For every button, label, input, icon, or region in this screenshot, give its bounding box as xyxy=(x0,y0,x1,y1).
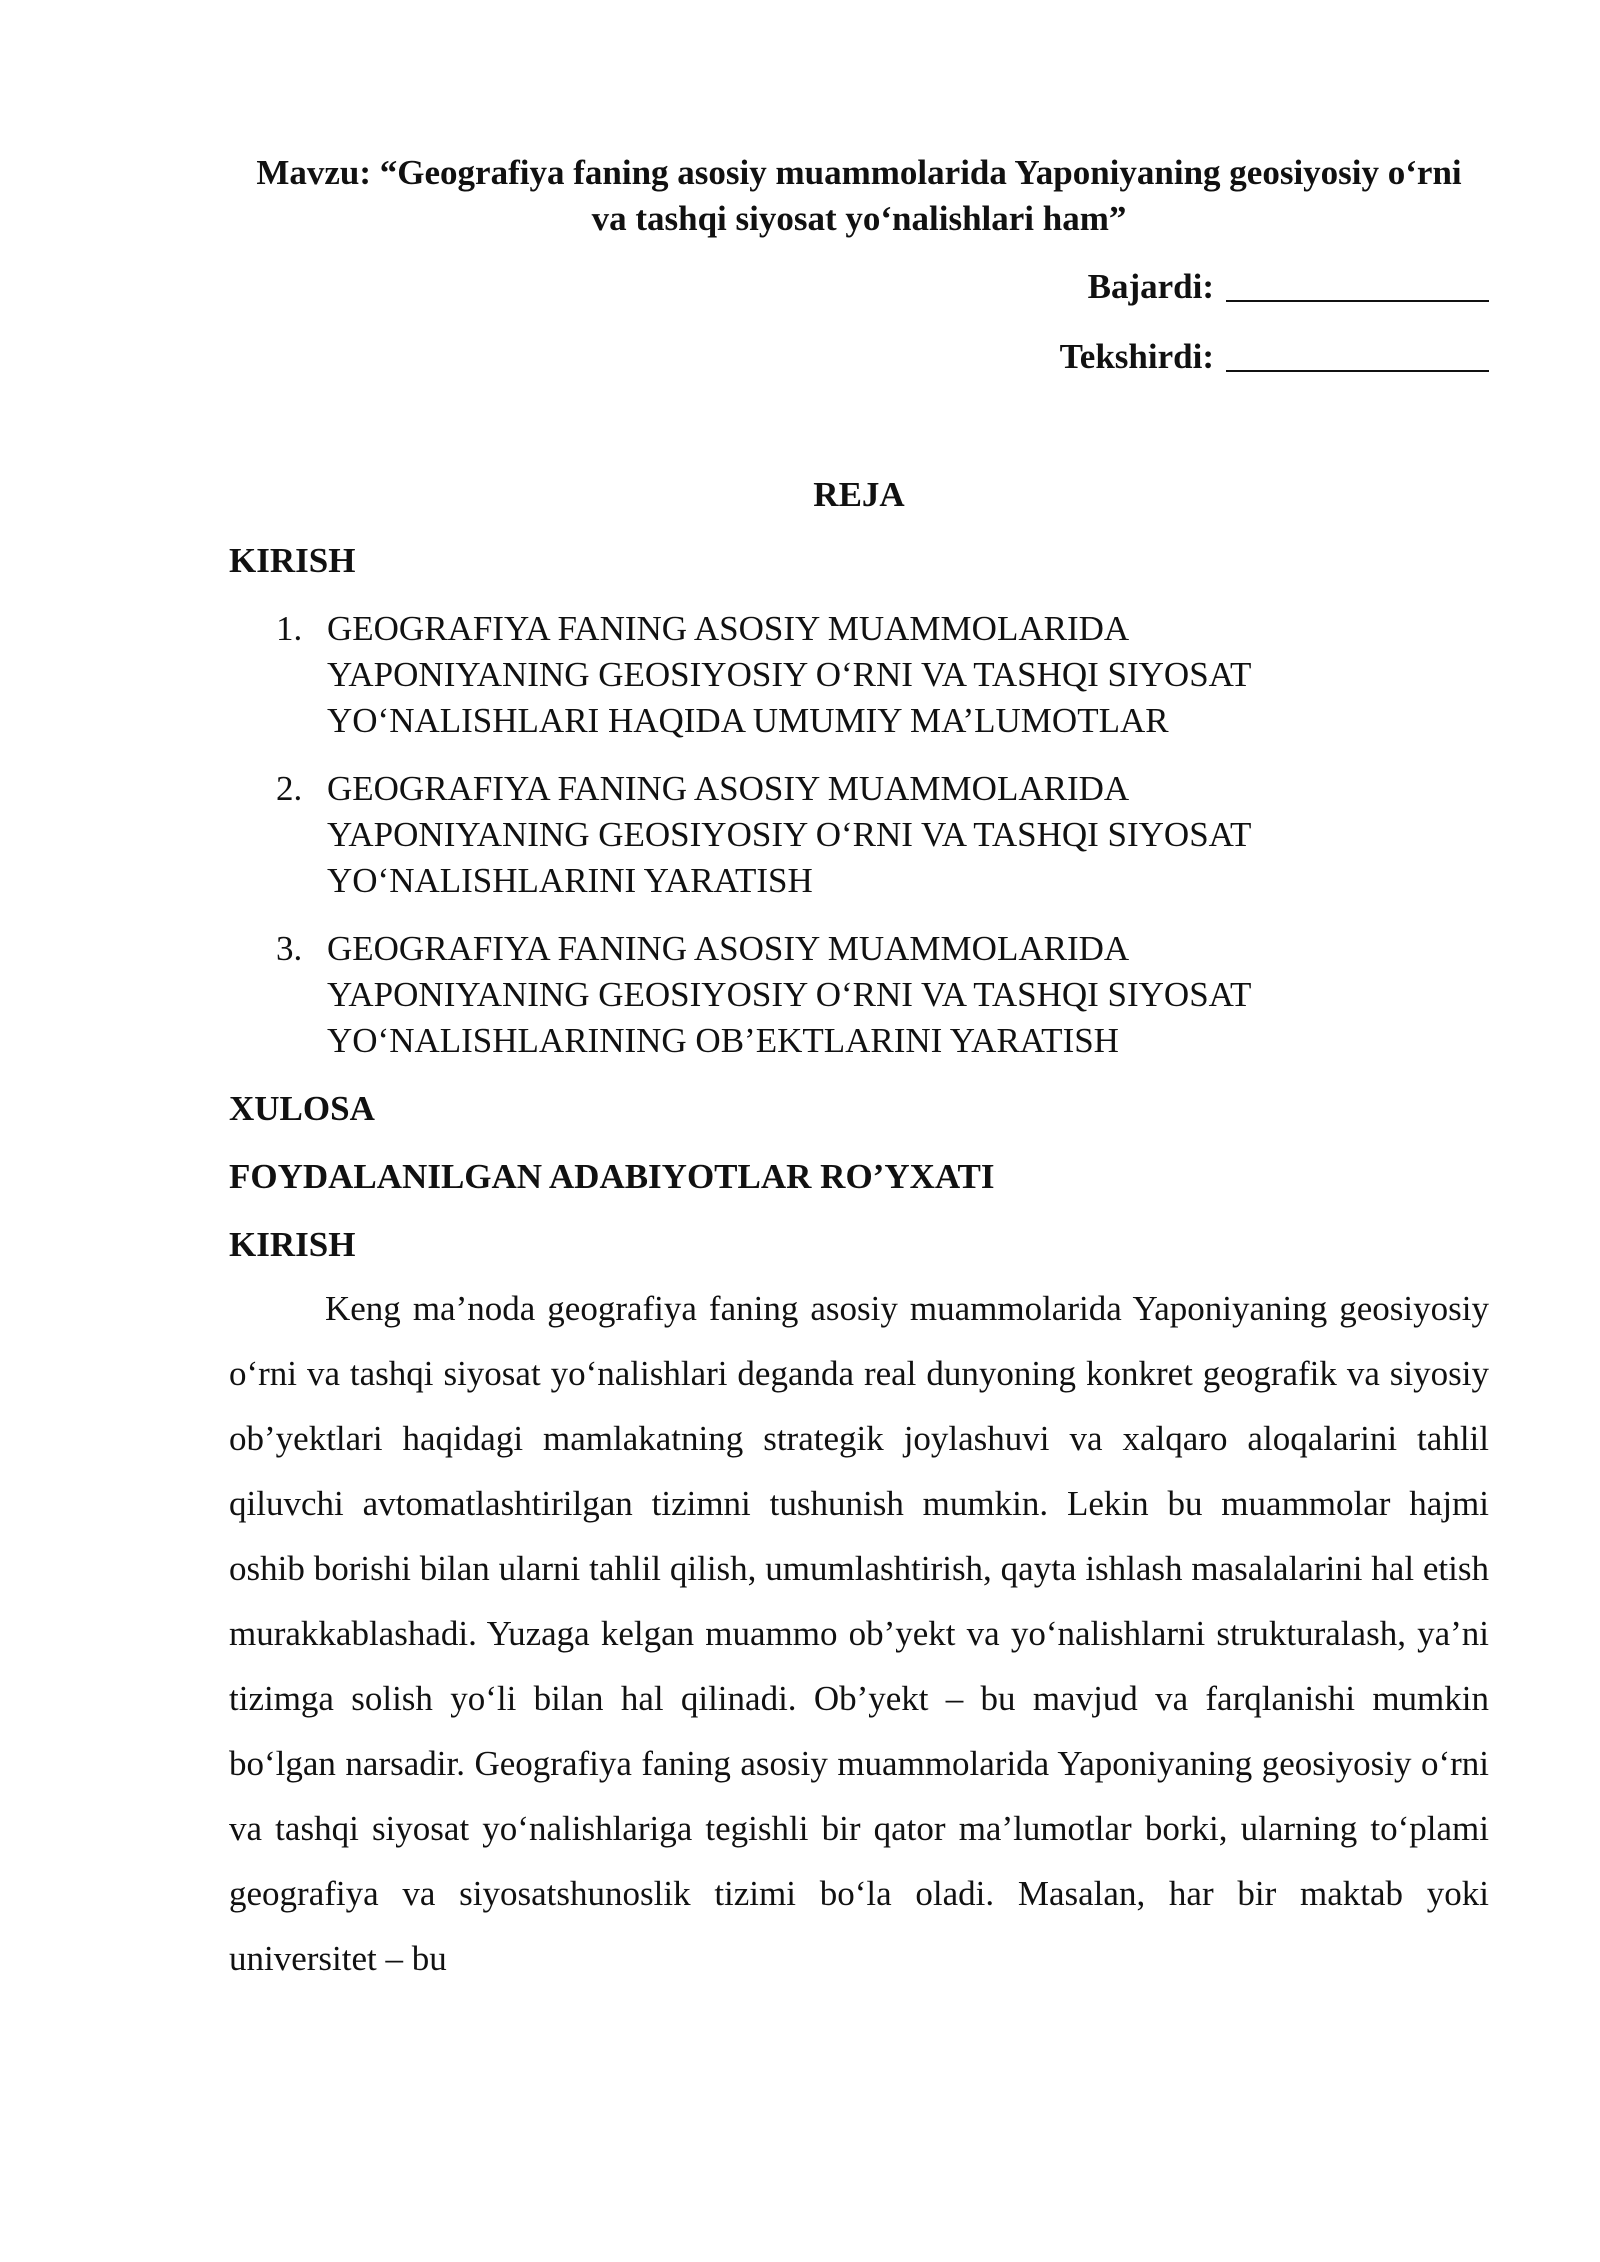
plan-conclusion-item: XULOSA xyxy=(229,1089,375,1128)
checked-by-line xyxy=(229,332,1489,380)
performed-by-line xyxy=(229,262,1489,310)
checked-by-blank xyxy=(1226,336,1489,372)
plan-item-text: GEOGRAFIYA FANING ASOSIY MUAMMOLARIDA YAPONIYANING GEOSIYOSIY O‘RNI VA TASHQI SIYOSAT YO‘NALISHLARI HAQIDA UMUMIY MA’LUMOTLAR xyxy=(327,609,1251,740)
plan-item-number: 1. xyxy=(276,609,303,648)
intro-section-heading: KIRISH xyxy=(229,1225,356,1264)
plan-references-item: FOYDALANILGAN ADABIYOTLAR RO’YXATI xyxy=(229,1157,995,1196)
document-page xyxy=(229,150,1489,2026)
plan-list-item xyxy=(229,926,1387,1064)
performed-by-blank xyxy=(1226,266,1489,302)
plan-intro-item: KIRISH xyxy=(229,541,356,580)
plan-item-text: GEOGRAFIYA FANING ASOSIY MUAMMOLARIDA YAPONIYANING GEOSIYOSIY O‘RNI VA TASHQI SIYOSAT YO‘NALISHLARINI YARATISH xyxy=(327,769,1251,900)
checked-by-label: Tekshirdi: xyxy=(1059,337,1214,376)
plan-item-number: 2. xyxy=(276,769,303,808)
document-title: Mavzu: “Geografiya faning asosiy muammolarida Yaponiyaning geosiyosiy o‘rni va tashqi siyosat yo‘nalishlari ham” xyxy=(256,153,1462,238)
performed-by-label: Bajardi: xyxy=(1087,267,1214,306)
plan-heading: REJA xyxy=(813,475,905,514)
plan-list xyxy=(229,606,1489,1064)
plan-item-text: GEOGRAFIYA FANING ASOSIY MUAMMOLARIDA YAPONIYANING GEOSIYOSIY O‘RNI VA TASHQI SIYOSAT YO‘NALISHLARINING OB’EKTLARINI YARATISH xyxy=(327,929,1251,1060)
plan-item-number: 3. xyxy=(276,929,303,968)
intro-paragraph: Keng ma’noda geografiya faning asosiy muammolarida Yaponiyaning geosiyosiy o‘rni va tashqi siyosat yo‘nalishlari deganda real dunyoning konkret geografik va siyosiy ob’yektlari haqidagi mamlakatning strategik joylashuvi va xalqaro aloqalarini tahlil qiluvchi avtomatlashtirilgan tizimni tushunish mumkin. Lekin bu muammolar hajmi oshib borishi bilan ularni tahlil qilish, umumlashtirish, qayta ishlash masalalarini hal etish murakkablashadi. Yuzaga kelgan muammo ob’yekt va yo‘nalishlarni strukturalash, ya’ni tizimga solish yo‘li bilan hal qilinadi. Ob’yekt – bu mavjud va farqlanishi mumkin bo‘lgan narsadir. Geografiya faning asosiy muammolarida Yaponiyaning geosiyosiy o‘rni va tashqi siyosat yo‘nalishlariga tegishli bir qator ma’lumotlar borki, ularning to‘plami geografiya va siyosatshunoslik tizimi bo‘la oladi. Masalan, har bir maktab yoki universitet – bu xyxy=(229,1289,1489,1978)
plan-list-item xyxy=(229,766,1387,904)
plan-list-item xyxy=(229,606,1387,744)
